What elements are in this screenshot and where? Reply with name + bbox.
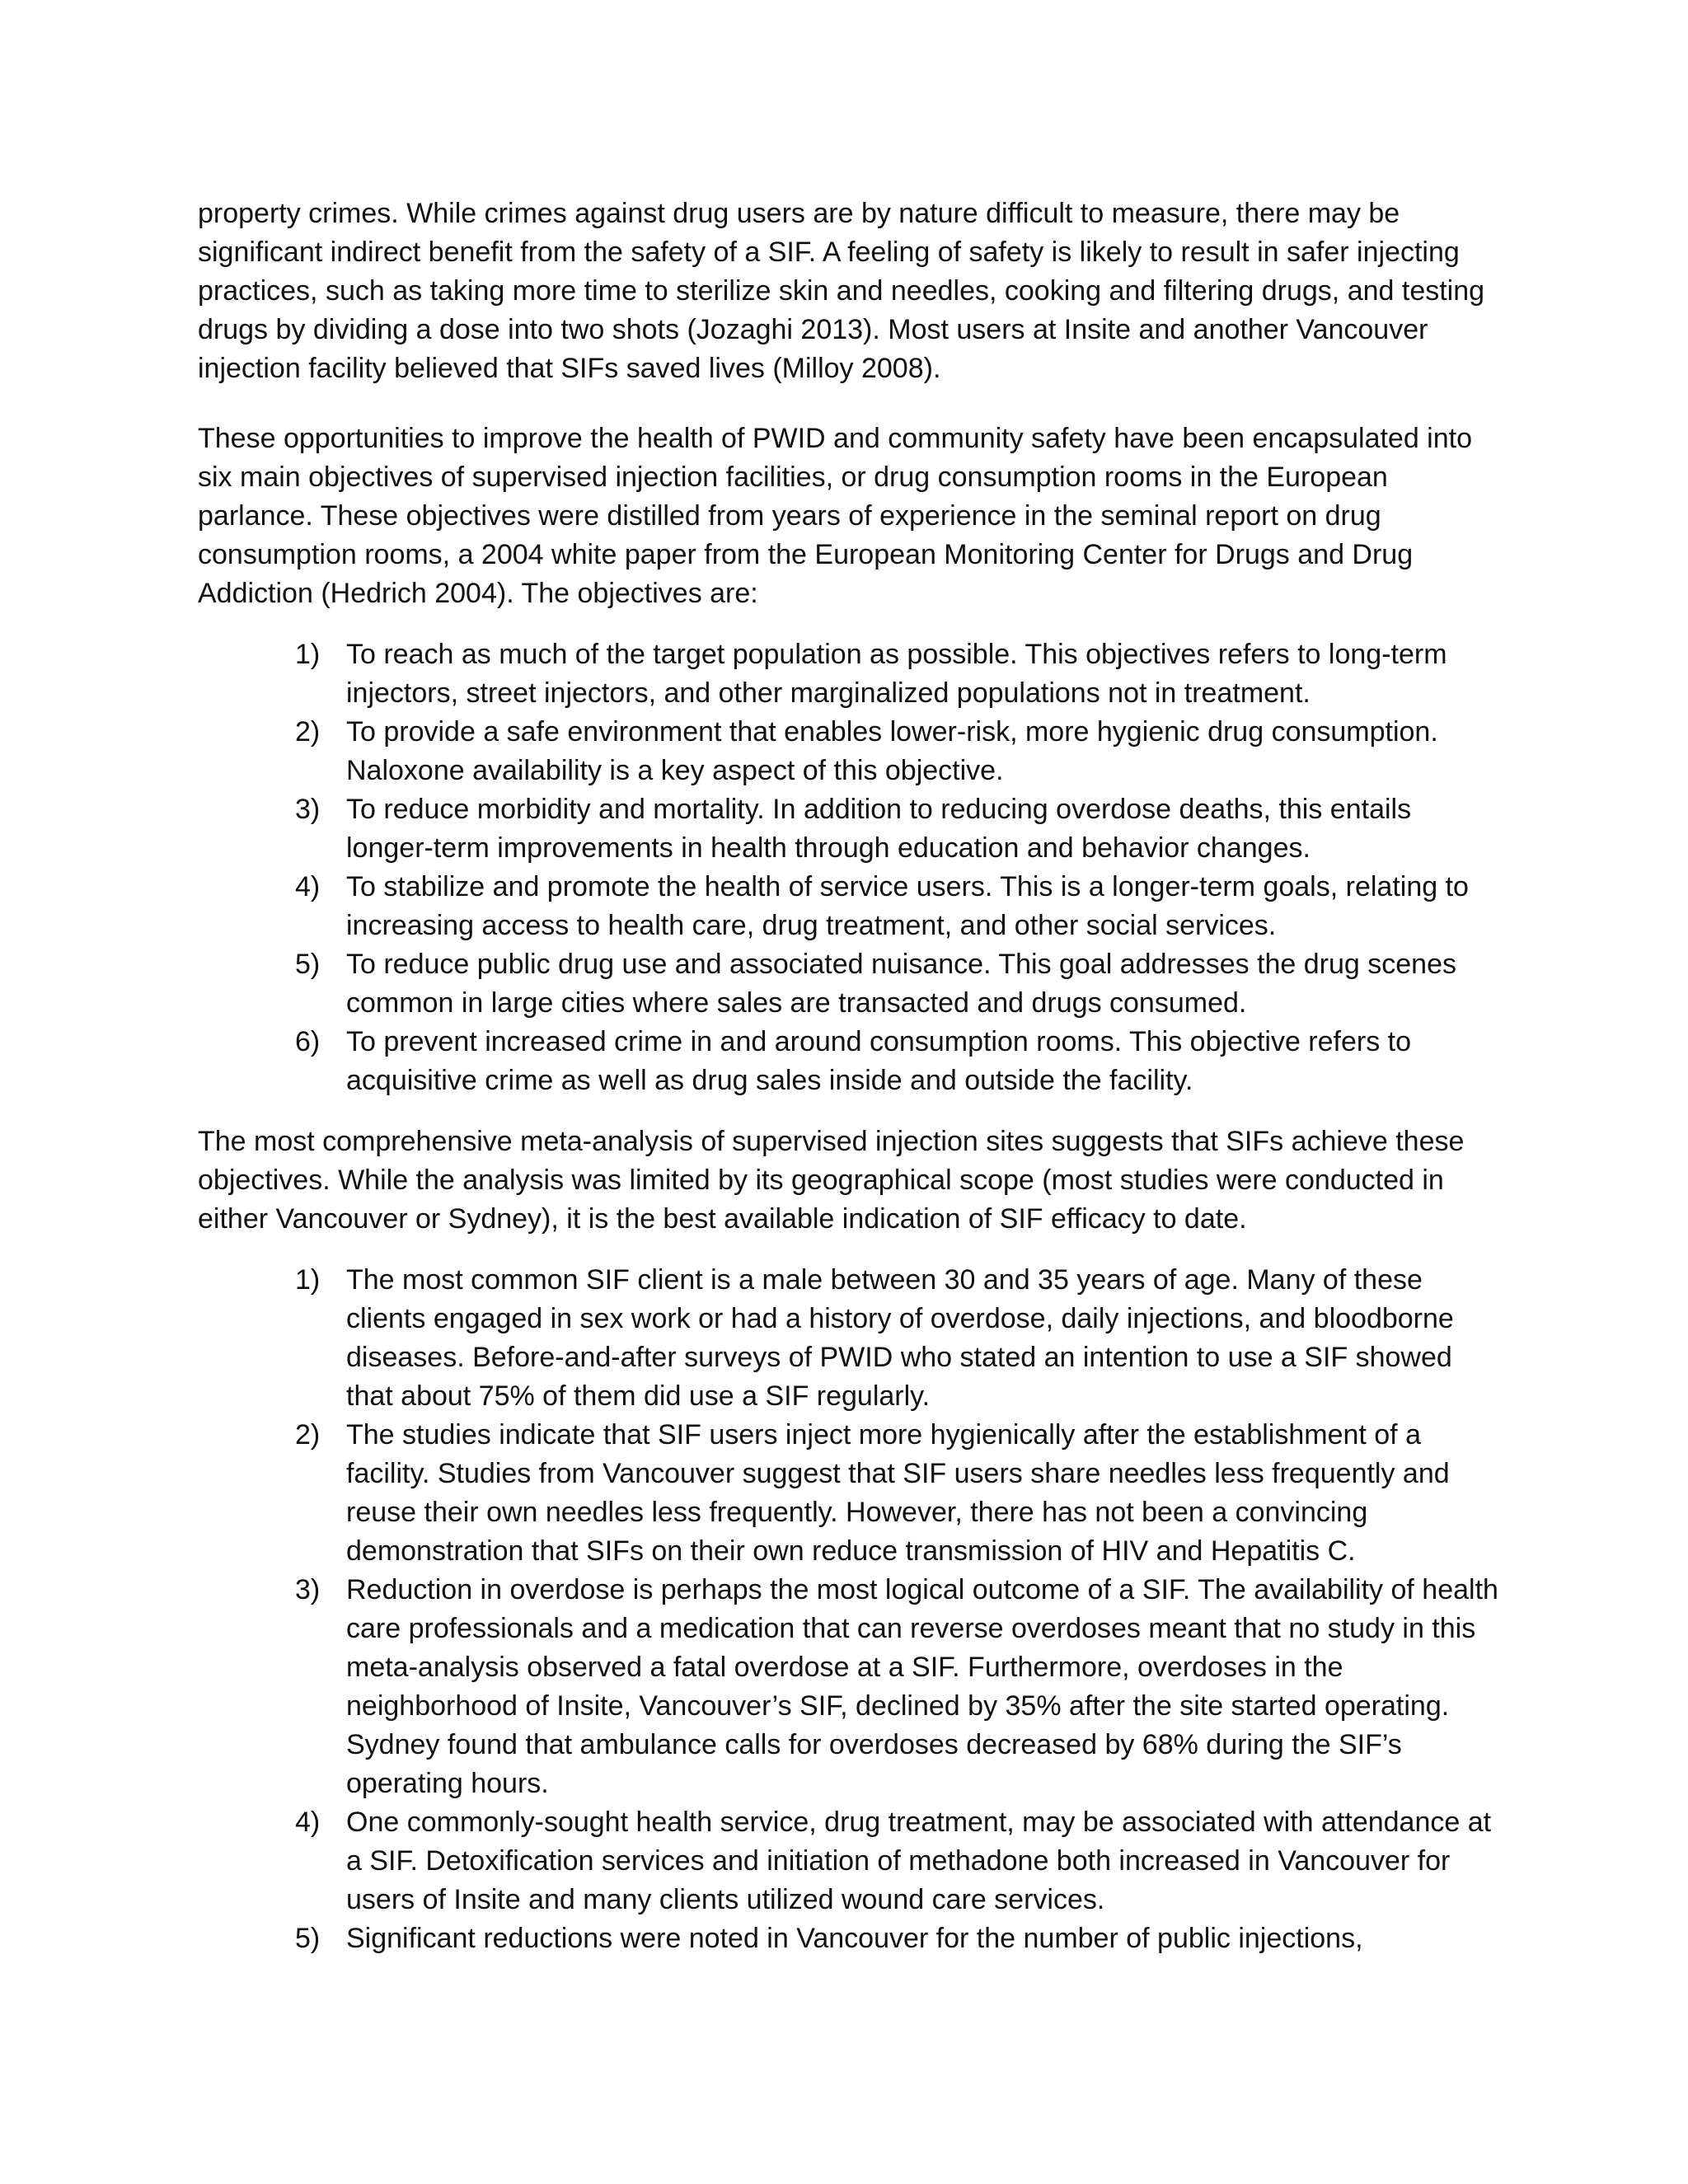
list-item-text: To reduce morbidity and mortality. In addition to reducing overdose deaths, this entails longer-term improvements in health through education and behavior changes. <box>346 794 1412 864</box>
paragraph-meta-analysis: The most comprehensive meta-analysis of supervised injection sites suggests that SIFs achieve these objectives. While the analysis was limited by its geographical scope (most studies were conducted in either Vancouver or Sydney), it is the best available indication of SIF efficacy to date. <box>198 1126 1465 1235</box>
list-item <box>198 1803 1498 1919</box>
list-item-number: 6) <box>295 1026 321 1057</box>
list-item <box>198 945 1498 1023</box>
list-item <box>198 713 1498 790</box>
list-item-number: 2) <box>295 716 321 748</box>
list-item-text: To reach as much of the target population as possible. This objectives refers to long-term injectors, street injectors, and other marginalized populations not in treatment. <box>346 639 1447 709</box>
list-item-number: 1) <box>295 639 321 670</box>
list-item-text: The studies indicate that SIF users inject more hygienically after the establishment of a facility. Studies from Vancouver suggest that SIF users share needles less frequently and reuse their own needles less frequently. However, there has not been a convincing demonstration that SIFs on their own reduce transmission of HIV and Hepatitis C. <box>346 1419 1450 1567</box>
list-item-text: To prevent increased crime in and around consumption rooms. This objective refers to acquisitive crime as well as drug sales inside and outside the facility. <box>346 1026 1412 1096</box>
list-item-text: To stabilize and promote the health of service users. This is a longer-term goals, relating to increasing access to health care, drug treatment, and other social services. <box>346 871 1469 941</box>
list-item <box>198 1571 1498 1803</box>
list-item <box>198 635 1498 713</box>
list-item <box>198 1919 1498 1958</box>
objectives-list <box>198 635 1498 1100</box>
list-item <box>198 1023 1498 1100</box>
findings-list <box>198 1261 1498 1958</box>
list-item <box>198 1416 1498 1571</box>
list-spacer <box>198 613 1498 635</box>
list-spacer <box>198 1239 1498 1261</box>
list-spacer <box>198 1100 1498 1122</box>
list-item-number: 4) <box>295 1807 321 1838</box>
list-item-text: To reduce public drug use and associated nuisance. This goal addresses the drug scenes common in large cities where sales are transacted and drugs consumed. <box>346 949 1457 1019</box>
list-item-number: 3) <box>295 794 321 825</box>
list-item-number: 3) <box>295 1574 321 1605</box>
list-item <box>198 868 1498 945</box>
list-item-text: Significant reductions were noted in Vancouver for the number of public injections, <box>346 1923 1363 1954</box>
list-item-text: To provide a safe environment that enables lower-risk, more hygienic drug consumption. Naloxone availability is a key aspect of this objective. <box>346 716 1438 786</box>
list-item-number: 4) <box>295 871 321 902</box>
list-item <box>198 790 1498 868</box>
list-item <box>198 1261 1498 1416</box>
list-item-text: One commonly-sought health service, drug treatment, may be associated with attendance at a SIF. Detoxification services and initiation of methadone both increased in Vancouver for users of Insite and many clients utilized wound care services. <box>346 1807 1492 1915</box>
paragraph-safety: property crimes. While crimes against drug users are by nature difficult to measure, there may be significant indirect benefit from the safety of a SIF. A feeling of safety is likely to result in safer injecting practices, such as taking more time to sterilize skin and needles, cooking and filtering drugs, and testing drugs by dividing a dose into two shots (Jozaghi 2013). Most users at Insite and another Vancouver injection facility believed that SIFs saved lives (Milloy 2008). <box>198 198 1485 384</box>
list-item-text: Reduction in overdose is perhaps the most logical outcome of a SIF. The availability of health care professionals and a medication that can reverse overdoses meant that no study in this meta-analysis observed a fatal overdose at a SIF. Furthermore, overdoses in the neighborhood of Insite, Vancouver’s SIF, declined by 35% after the site started operating. Sydney found that ambulance calls for overdoses decreased by 68% during the SIF’s operating hours. <box>346 1574 1498 1799</box>
list-item-text: The most common SIF client is a male between 30 and 35 years of age. Many of these clients engaged in sex work or had a history of overdose, daily injections, and bloodborne diseases. Before-and-after surveys of PWID who stated an intention to use a SIF showed that about 75% of them did use a SIF regularly. <box>346 1264 1454 1412</box>
paragraph-objectives-intro: These opportunities to improve the health of PWID and community safety have been encapsulated into six main objectives of supervised injection facilities, or drug consumption rooms in the European parlance. These objectives were distilled from years of experience in the seminal report on drug consumption rooms, a 2004 white paper from the European Monitoring Center for Drugs and Drug Addiction (Hedrich 2004). The objectives are: <box>198 423 1473 609</box>
document-body <box>198 194 1498 1958</box>
list-item-number: 5) <box>295 1923 321 1954</box>
list-item-number: 1) <box>295 1264 321 1296</box>
list-item-number: 2) <box>295 1419 321 1451</box>
list-item-number: 5) <box>295 949 321 980</box>
paragraph-spacer <box>198 388 1498 419</box>
